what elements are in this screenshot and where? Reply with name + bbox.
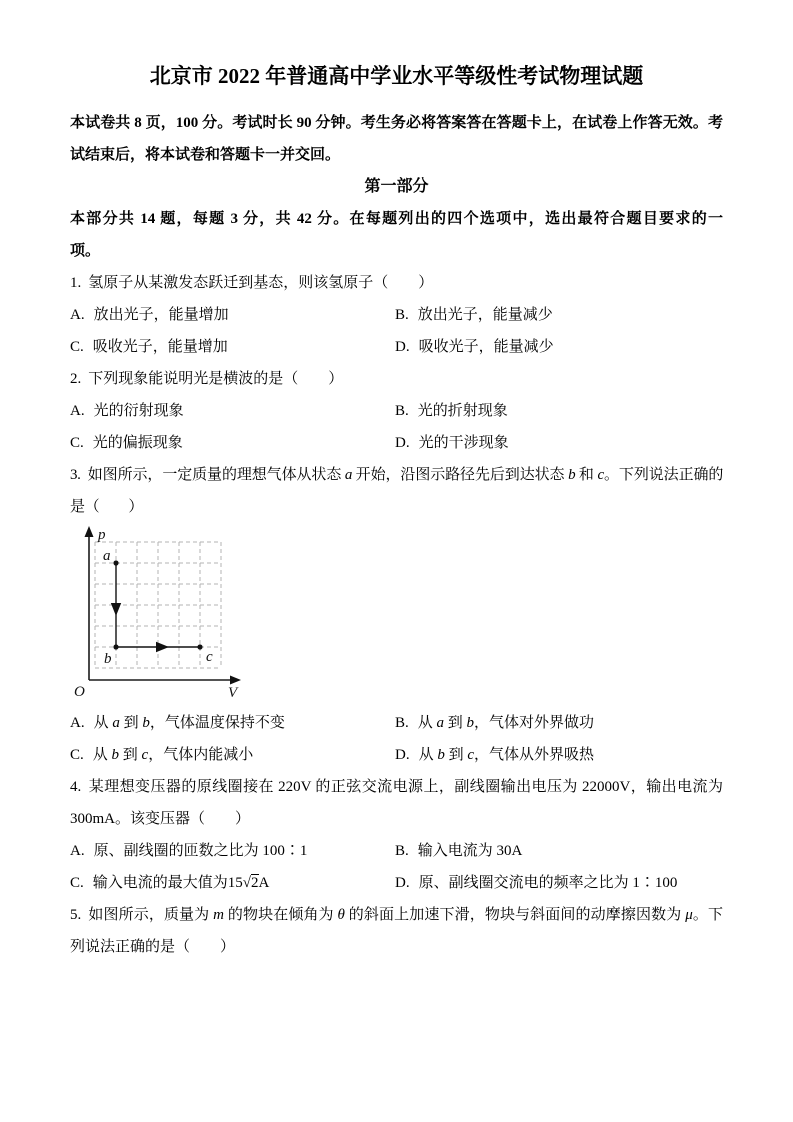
option-label: B. [395, 403, 409, 419]
option-label: D. [395, 435, 410, 451]
exam-instructions: 本试卷共 8 页，100 分。考试时长 90 分钟。考生务必将答案答在答题卡上，在试卷上作答无效。考试结束后，将本试卷和答题卡一并交回。 [70, 115, 723, 163]
option-label: A. [70, 403, 85, 419]
right-arrow [156, 642, 169, 652]
option-label: B. [395, 715, 409, 731]
option-label: C. [70, 339, 84, 355]
option-a [70, 835, 395, 867]
option-label: C. [70, 435, 84, 451]
question-3 [70, 459, 723, 771]
question-text: 如图所示，一定质量的理想气体从状态 a 开始，沿图示路径先后到达状态 b 和 c。下列说法正确的是（ ） [70, 467, 723, 515]
option-b [395, 835, 723, 867]
pv-diagram [72, 525, 257, 707]
process-path-b-to-c [116, 642, 200, 652]
option-c [70, 739, 395, 771]
option-c [70, 331, 395, 363]
question-number: 4. [70, 779, 82, 795]
question-number: 2. [70, 371, 82, 387]
option-d [395, 427, 723, 459]
option-b [395, 395, 723, 427]
question-2-line [70, 363, 723, 395]
question-2 [70, 363, 723, 459]
option-b [395, 707, 723, 739]
question-2-options [70, 395, 723, 459]
point-a [113, 560, 118, 565]
x-axis [89, 676, 241, 685]
part1-description [70, 203, 723, 267]
option-label: D. [395, 339, 410, 355]
question-3-options [70, 707, 723, 771]
question-number: 5. [70, 907, 82, 923]
option-label: D. [395, 875, 410, 891]
origin-label: O [74, 684, 85, 700]
part1-description-line1: 本部分共 14 题，每题 3 分，共 42 分。在每题列出的四个选项中，选出最符合题目要求的一 [70, 211, 723, 227]
option-d [395, 331, 723, 363]
question-text: 如图所示，质量为 m 的物块在倾角为 θ 的斜面上加速下滑，物块与斜面间的动摩擦因数为 μ。下列说法正确的是（ ） [70, 907, 723, 955]
option-text: 光的折射现象 [417, 403, 508, 419]
option-label: B. [395, 307, 409, 323]
y-axis [85, 526, 94, 680]
option-text: 从 a 到 b，气体对外界做功 [417, 715, 595, 731]
option-a [70, 395, 395, 427]
point-c-label: c [206, 649, 213, 665]
option-label: A. [70, 715, 85, 731]
page-title: 北京市 2022 年普通高中学业水平等级性考试物理试题 [149, 64, 644, 88]
option-text: 光的偏振现象 [92, 435, 183, 451]
question-number: 1. [70, 275, 82, 291]
option-label: A. [70, 843, 85, 859]
y-axis-label: p [98, 527, 106, 543]
question-5 [70, 899, 723, 963]
option-label: B. [395, 843, 409, 859]
option-text: 吸收光子，能量增加 [92, 339, 228, 355]
option-text: 光的衍射现象 [93, 403, 184, 419]
process-path-a-to-b [111, 563, 121, 647]
option-text: 输入电流为 30A [417, 843, 523, 859]
option-b [395, 299, 723, 331]
option-a [70, 707, 395, 739]
option-text: 从 b 到 c，气体内能减小 [92, 747, 254, 763]
question-3-line [70, 459, 723, 523]
x-axis-label: V [228, 685, 238, 701]
option-d [395, 867, 723, 899]
option-d [395, 739, 723, 771]
option-text: 原、副线圈交流电的频率之比为 1∶100 [418, 875, 678, 891]
question-text: 某理想变压器的原线圈接在 220V 的正弦交流电源上，副线圈输出电压为 22000V，输出电流为 300mA。该变压器（ ） [70, 779, 723, 827]
y-axis-arrow [85, 526, 94, 537]
x-axis-arrow [230, 676, 241, 685]
option-label: C. [70, 875, 84, 891]
pv-diagram-figure [72, 525, 723, 707]
down-arrow [111, 603, 121, 616]
option-label: C. [70, 747, 84, 763]
option-a [70, 299, 395, 331]
question-text: 下列现象能说明光是横波的是（ ） [88, 371, 344, 387]
point-a-label: a [103, 548, 111, 564]
part1-heading: 第一部分 [364, 178, 429, 195]
question-text: 氢原子从某激发态跃迁到基态，则该氢原子（ ） [88, 275, 434, 291]
question-4-line [70, 771, 723, 835]
option-text: 吸收光子，能量减少 [418, 339, 554, 355]
option-text: 从 b 到 c，气体从外界吸热 [418, 747, 595, 763]
question-number: 3. [70, 467, 81, 483]
question-1-line [70, 267, 723, 299]
option-c [70, 867, 395, 899]
option-label: D. [395, 747, 410, 763]
part1-description-line2: 项。 [70, 243, 101, 259]
question-5-line [70, 899, 723, 963]
option-text: 放出光子，能量减少 [417, 307, 553, 323]
point-c [197, 644, 202, 649]
option-text: 原、副线圈的匝数之比为 100∶1 [93, 843, 308, 859]
question-4-options [70, 835, 723, 899]
point-b-label: b [104, 651, 112, 667]
option-label: A. [70, 307, 85, 323]
question-1 [70, 267, 723, 363]
question-1-options [70, 299, 723, 363]
question-4 [70, 771, 723, 899]
point-b [113, 644, 118, 649]
option-text: 放出光子，能量增加 [93, 307, 229, 323]
option-text: 光的干涉现象 [418, 435, 509, 451]
option-text: 从 a 到 b，气体温度保持不变 [93, 715, 285, 731]
option-text: 输入电流的最大值为15√2A [92, 875, 270, 891]
option-c [70, 427, 395, 459]
